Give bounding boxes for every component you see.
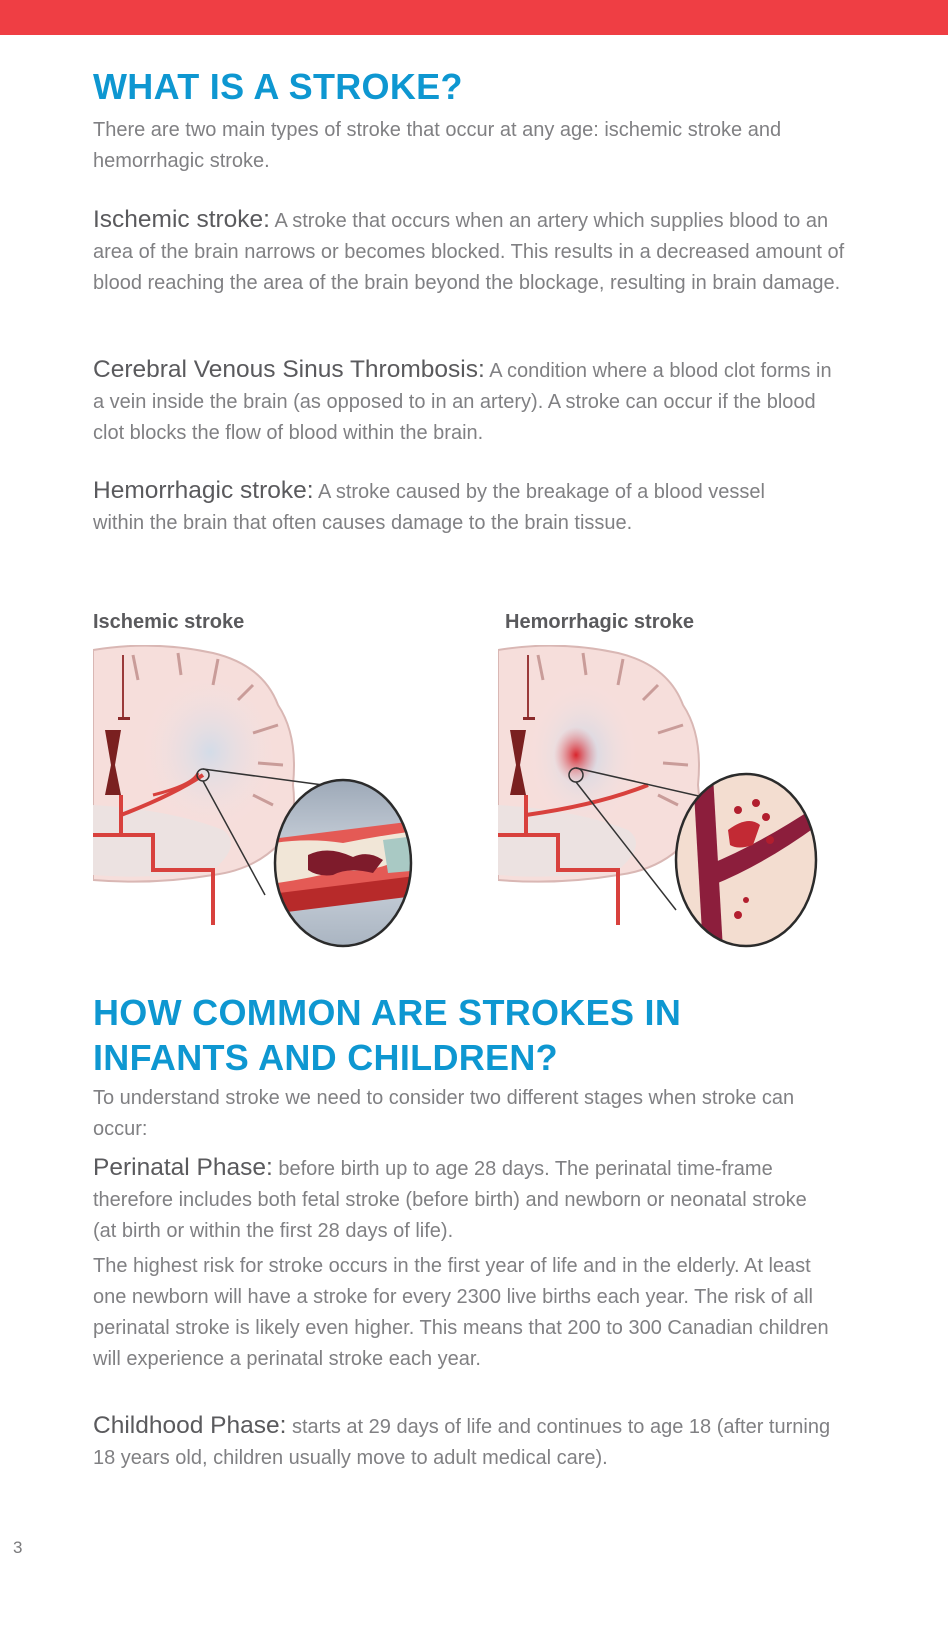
figure-label-ischemic: Ischemic stroke: [93, 611, 245, 633]
ischemic-stroke-illustration: [93, 645, 418, 950]
term-hemorrhagic: Hemorrhagic stroke:: [93, 477, 314, 504]
childhood-phase-paragraph: [93, 1410, 853, 1474]
section-title-line1: HOW COMMON ARE STROKES IN: [93, 992, 682, 1033]
section-title-how-common: [93, 990, 681, 1080]
intro-paragraph: There are two main types of stroke that occur at any age: ischemic stroke and hemorrhagic stroke.: [93, 119, 782, 172]
term-childhood: Childhood Phase:: [93, 1412, 287, 1439]
brain-blocked-artery-icon: [93, 645, 418, 950]
term-cvst: Cerebral Venous Sinus Thrombosis:: [93, 356, 485, 383]
figure-label-hemorrhagic: Hemorrhagic stroke: [505, 611, 694, 633]
definition-ischemic: [93, 204, 863, 299]
childhood-phase-text: starts at 29 days of life and continues to age 18 (after turning 18 years old, children usually move to adult medical care).: [93, 1416, 831, 1469]
definition-hemorrhagic-text: A stroke caused by the breakage of a blood vessel within the brain that often causes damage to the brain tissue.: [93, 481, 765, 534]
definition-cvst: [93, 354, 833, 449]
page-number: 3: [13, 1538, 23, 1557]
header-color-bar: [0, 0, 948, 35]
section-title-line2: INFANTS AND CHILDREN?: [93, 1037, 558, 1078]
perinatal-phase-text: before birth up to age 28 days. The perinatal time-frame therefore includes both fetal stroke (before birth) and newborn or neonatal stroke (at birth or within the first 28 days of life).: [93, 1158, 807, 1242]
definition-cvst-text: A condition where a blood clot forms in a vein inside the brain (as opposed to in an artery). A stroke can occur if the blood clot blocks the flow of blood within the brain.: [93, 360, 832, 444]
perinatal-phase-paragraph: [93, 1152, 833, 1247]
brain-bleeding-vessel-icon: [498, 645, 818, 950]
hemorrhagic-stroke-illustration: [498, 645, 818, 950]
definition-hemorrhagic: [93, 475, 813, 539]
term-ischemic: Ischemic stroke:: [93, 206, 270, 233]
section-title-what-is-stroke: WHAT IS A STROKE?: [93, 66, 463, 107]
risk-paragraph: The highest risk for stroke occurs in the first year of life and in the elderly. At least one newborn will have a stroke for every 2300 live births each year. The risk of all perinatal stroke is likely even higher. This means that 200 to 300 Canadian children will experience a perinatal stroke each year.: [93, 1255, 829, 1370]
term-perinatal: Perinatal Phase:: [93, 1154, 273, 1181]
stages-intro-paragraph: To understand stroke we need to consider two different stages when stroke can occur:: [93, 1087, 795, 1140]
definition-ischemic-text: A stroke that occurs when an artery which supplies blood to an area of the brain narrows or becomes blocked. This results in a decreased amount of blood reaching the area of the brain beyond the blockage, resulting in brain damage.: [93, 210, 845, 294]
